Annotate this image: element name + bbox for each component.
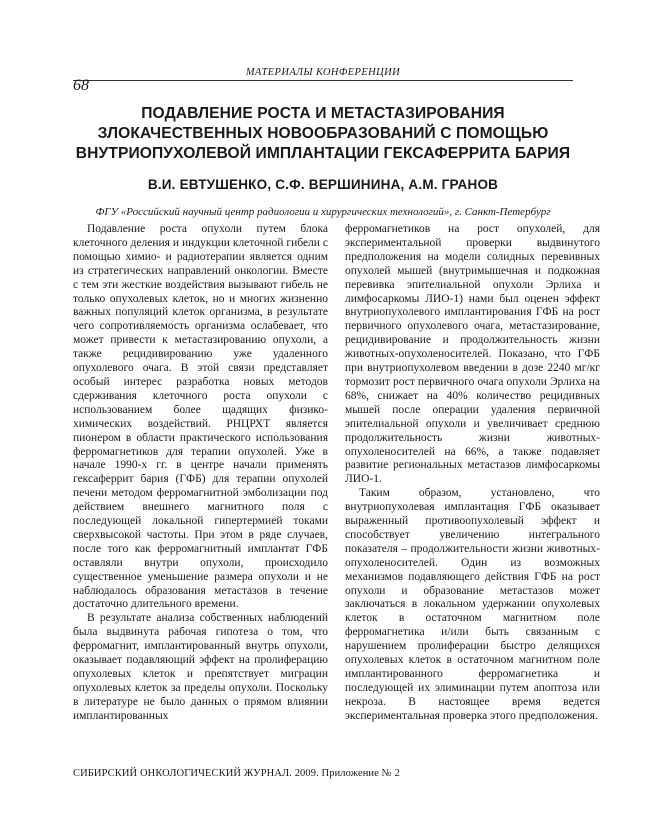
journal-footer: СИБИРСКИЙ ОНКОЛОГИЧЕСКИЙ ЖУРНАЛ. 2009. Приложение № 2	[73, 768, 400, 779]
authors: В.И. ЕВТУШЕНКО, С.Ф. ВЕРШИНИНА, А.М. ГРАНОВ	[147, 177, 499, 192]
right-paragraph-2: Таким образом, установлено, что внутриопухолевая имплантация ГФБ оказывает выраженный противоопухолевый эффект и способствует увеличению интегрального показателя – продолжительности жизни животных-опухоленосителей. Один из возможных механизмов подавляющего действия ГФБ на рост опухоли и образование метастазов может заключаться в локальном удержании опухолевых клеток в остаточном магнитном поле ферромагнетика и/или быть связанным с нарушением пролиферации быстро делящихся опухолевых клеток в остаточном магнитном поле имплантированного ферромагнетика и последующей их элиминации путем апоптоза или некроза. В настоящее время ведется экспериментальная проверка этого предположения.	[345, 487, 600, 722]
right-column	[345, 223, 600, 724]
right-paragraph-1: ферромагнетиков на рост опухолей, для экспериментальной проверки выдвинутого предположения на модели солидных перевивных опухолей мышей (внутримышечная и подкожная перевивка эпителиальной опухоли Эрлиха и лимфосаркомы ЛИО-1) нами был оценен эффект внутриопухолевого имплантирования ГФБ на рост первичного опухолевого очага, метастазирование, рецидивирование и продолжительность жизни животных-опухоленосителей. Показано, что ГФБ при внутриопухолевом введении в дозе 2240 мг/кг тормозит рост первичного очага опухоли Эрлиха на 68%, снижает на 40% количество рецидивных мышей после операции удаления первичной эпителиальной опухоли и увеличивает среднюю продолжительность жизни животных-опухоленосителей на 66%, а также подавляет развитие региональных метастазов лимфосаркомы ЛИО-1.	[345, 223, 600, 486]
left-paragraph-2: В результате анализа собственных наблюдений была выдвинута рабочая гипотеза о том, что ферромагнит, имплантированный внутрь опухоли, оказывает подавляющий эффект на пролиферацию опухолевых клеток и препятствует миграции опухолевых клеток за пределы опухоли. Поскольку в литературе не было данных о прямом влиянии имплантированных	[73, 612, 328, 722]
left-paragraph-1: Подавление роста опухоли путем блока клеточного деления и индукции клеточной гибели с помощью химио- и радиотерапии является одним из стратегических направлений онкологии. Вместе с тем эти жесткие воздействия вызывают гибель не только опухолевых клеток, но и многих жизненно важных популяций клеток организма, в результате чего сопротивляемость организма ослабевает, что может привести к метастазированию опухоли, а также рецидивированию уже удаленного опухолевого очага. В этой связи представляет особый интерес разработка новых методов сдерживания клеточного роста опухоли с использованием более щадящих физико-химических воздействий. РНЦРХТ является пионером в области практического использования ферромагнетиков для терапии опухолей. Уже в начале 1990-х гг. в центре начали применять гексаферрит бария (ГФБ) для терапии опухолей печени методом ферромагнитной эмболизации под действием внешнего магнитного поля с последующей локальной гипертермией токами сверхвысокой частоты. При этом в ряде случаев, после того как ферромагнитный имплантат ГФБ оставляли внутри опухоли, происходило существенное уменьшение размера опухоли и не наблюдалось образования метастазов в течение достаточно длительного времени.	[73, 223, 328, 611]
left-column	[73, 223, 328, 724]
header-rule	[73, 80, 573, 81]
article-title	[60, 104, 586, 164]
running-header: МАТЕРИАЛЫ КОНФЕРЕНЦИИ	[245, 67, 401, 78]
title-line-2: ЗЛОКАЧЕСТВЕННЫХ НОВООБРАЗОВАНИЙ С ПОМОЩЬЮ	[97, 125, 549, 142]
title-line-3: ВНУТРИОПУХОЛЕВОЙ ИМПЛАНТАЦИИ ГЕКСАФЕРРИТА БАРИЯ	[75, 145, 571, 162]
page-number: 68	[73, 77, 89, 94]
title-line-1: ПОДАВЛЕНИЕ РОСТА И МЕТАСТАЗИРОВАНИЯ	[141, 105, 505, 122]
affiliation: ФГУ «Российский научный центр радиологии и хирургических технологий», г. Санкт-Петербург	[95, 206, 551, 218]
